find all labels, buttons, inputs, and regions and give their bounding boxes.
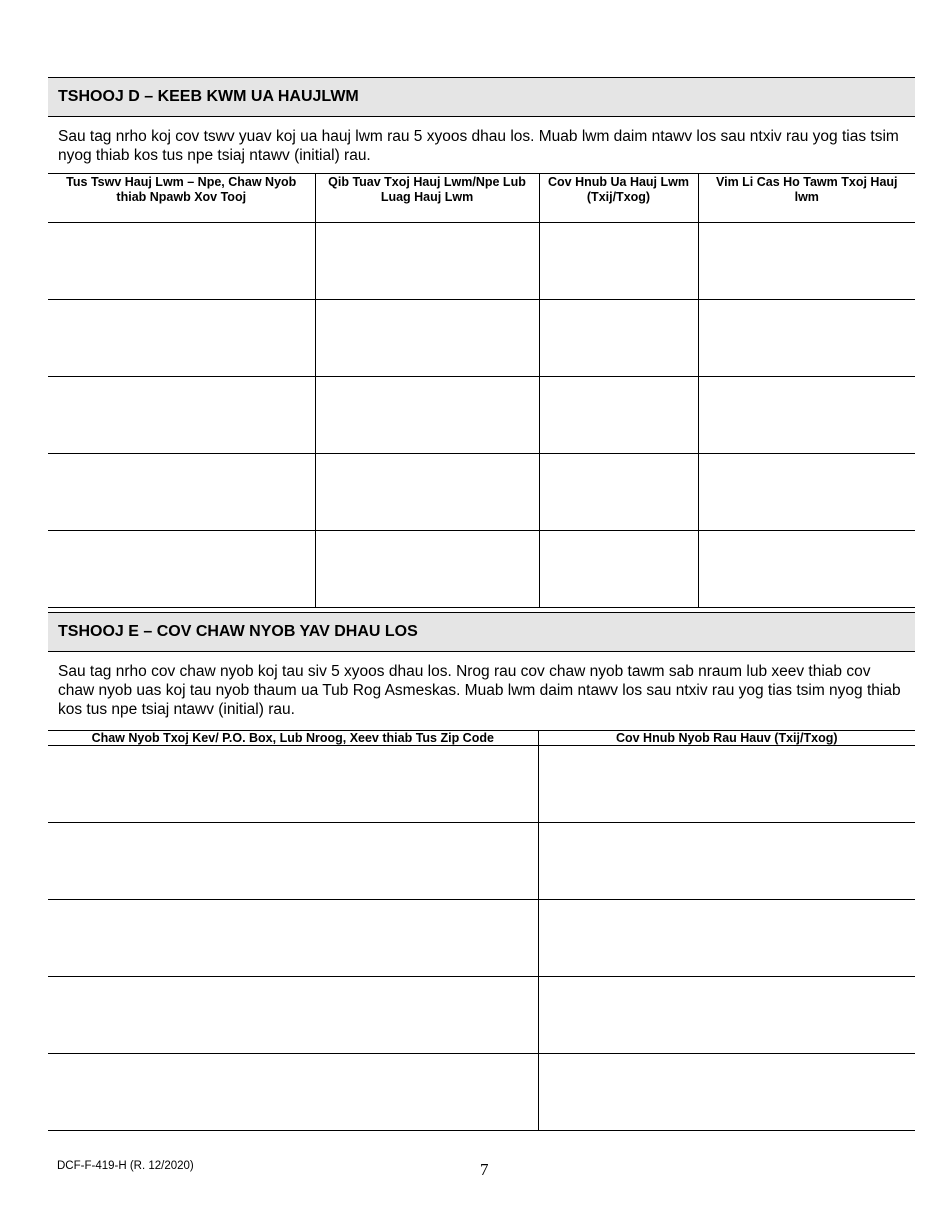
table-row	[48, 1054, 915, 1131]
page-number: 7	[480, 1160, 489, 1179]
section-d-header	[48, 77, 915, 117]
employer-cell[interactable]	[48, 454, 315, 531]
reason-cell[interactable]	[698, 300, 915, 377]
reason-cell[interactable]	[698, 454, 915, 531]
reason-cell[interactable]	[698, 531, 915, 608]
address-cell[interactable]	[48, 900, 538, 977]
position-cell[interactable]	[315, 454, 539, 531]
residence-dates-cell[interactable]	[538, 977, 915, 1054]
position-cell[interactable]	[315, 377, 539, 454]
residence-dates-cell[interactable]	[538, 746, 915, 823]
dates-cell[interactable]	[539, 454, 698, 531]
dates-cell[interactable]	[539, 300, 698, 377]
employer-cell[interactable]	[48, 377, 315, 454]
col-dates-header: Cov Hnub Ua Hauj Lwm (Txij/Txog)	[539, 174, 698, 223]
address-cell[interactable]	[48, 977, 538, 1054]
table-row	[48, 900, 915, 977]
col-reason-header: Vim Li Cas Ho Tawm Txoj Hauj lwm	[698, 174, 915, 223]
table-row	[48, 746, 915, 823]
table-row	[48, 823, 915, 900]
col-residence-dates-header: Cov Hnub Nyob Rau Hauv (Txij/Txog)	[538, 731, 915, 746]
employer-cell[interactable]	[48, 531, 315, 608]
residence-dates-cell[interactable]	[538, 900, 915, 977]
reason-cell[interactable]	[698, 223, 915, 300]
form-number: DCF-F-419-H (R. 12/2020)	[57, 1160, 194, 1172]
table-row	[48, 454, 915, 531]
col-position-header: Qib Tuav Txoj Hauj Lwm/Npe Lub Luag Hauj Lwm	[315, 174, 539, 223]
col-address-header: Chaw Nyob Txoj Kev/ P.O. Box, Lub Nroog, Xeev thiab Tus Zip Code	[48, 731, 538, 746]
section-e-header	[48, 612, 915, 652]
table-row	[48, 531, 915, 608]
dates-cell[interactable]	[539, 223, 698, 300]
table-row	[48, 300, 915, 377]
table-header-row	[48, 731, 915, 746]
table-header-row	[48, 174, 915, 223]
address-cell[interactable]	[48, 1054, 538, 1131]
employer-cell[interactable]	[48, 300, 315, 377]
col-employer-header: Tus Tswv Hauj Lwm – Npe, Chaw Nyob thiab Npawb Xov Tooj	[48, 174, 315, 223]
residence-dates-cell[interactable]	[538, 823, 915, 900]
table-row	[48, 377, 915, 454]
address-cell[interactable]	[48, 823, 538, 900]
section-d-instructions: Sau tag nrho koj cov tswv yuav koj ua hauj lwm rau 5 xyoos dhau los. Muab lwm daim ntawv los sau ntxiv rau yog tias tsim nyog thiab kos tus npe tsiaj ntawv (initial) rau.	[58, 128, 899, 164]
section-d-title: TSHOOJ D – KEEB KWM UA HAUJLWM	[58, 88, 359, 105]
address-cell[interactable]	[48, 746, 538, 823]
residence-history-table	[48, 730, 915, 1131]
position-cell[interactable]	[315, 531, 539, 608]
section-e-title: TSHOOJ E – COV CHAW NYOB YAV DHAU LOS	[58, 623, 418, 640]
position-cell[interactable]	[315, 300, 539, 377]
table-row	[48, 977, 915, 1054]
position-cell[interactable]	[315, 223, 539, 300]
dates-cell[interactable]	[539, 531, 698, 608]
section-e-instructions: Sau tag nrho cov chaw nyob koj tau siv 5 xyoos dhau los. Nrog rau cov chaw nyob tawm sab nraum lub xeev thiab cov chaw nyob uas koj tau nyob thaum ua Tub Rog Asmeskas. Muab lwm daim ntawv los sau ntxiv rau yog tias tsim nyog thiab kos tus npe tsiaj ntawv (initial) rau.	[58, 663, 901, 718]
table-row	[48, 223, 915, 300]
residence-dates-cell[interactable]	[538, 1054, 915, 1131]
reason-cell[interactable]	[698, 377, 915, 454]
dates-cell[interactable]	[539, 377, 698, 454]
employer-cell[interactable]	[48, 223, 315, 300]
employment-history-table	[48, 173, 915, 608]
